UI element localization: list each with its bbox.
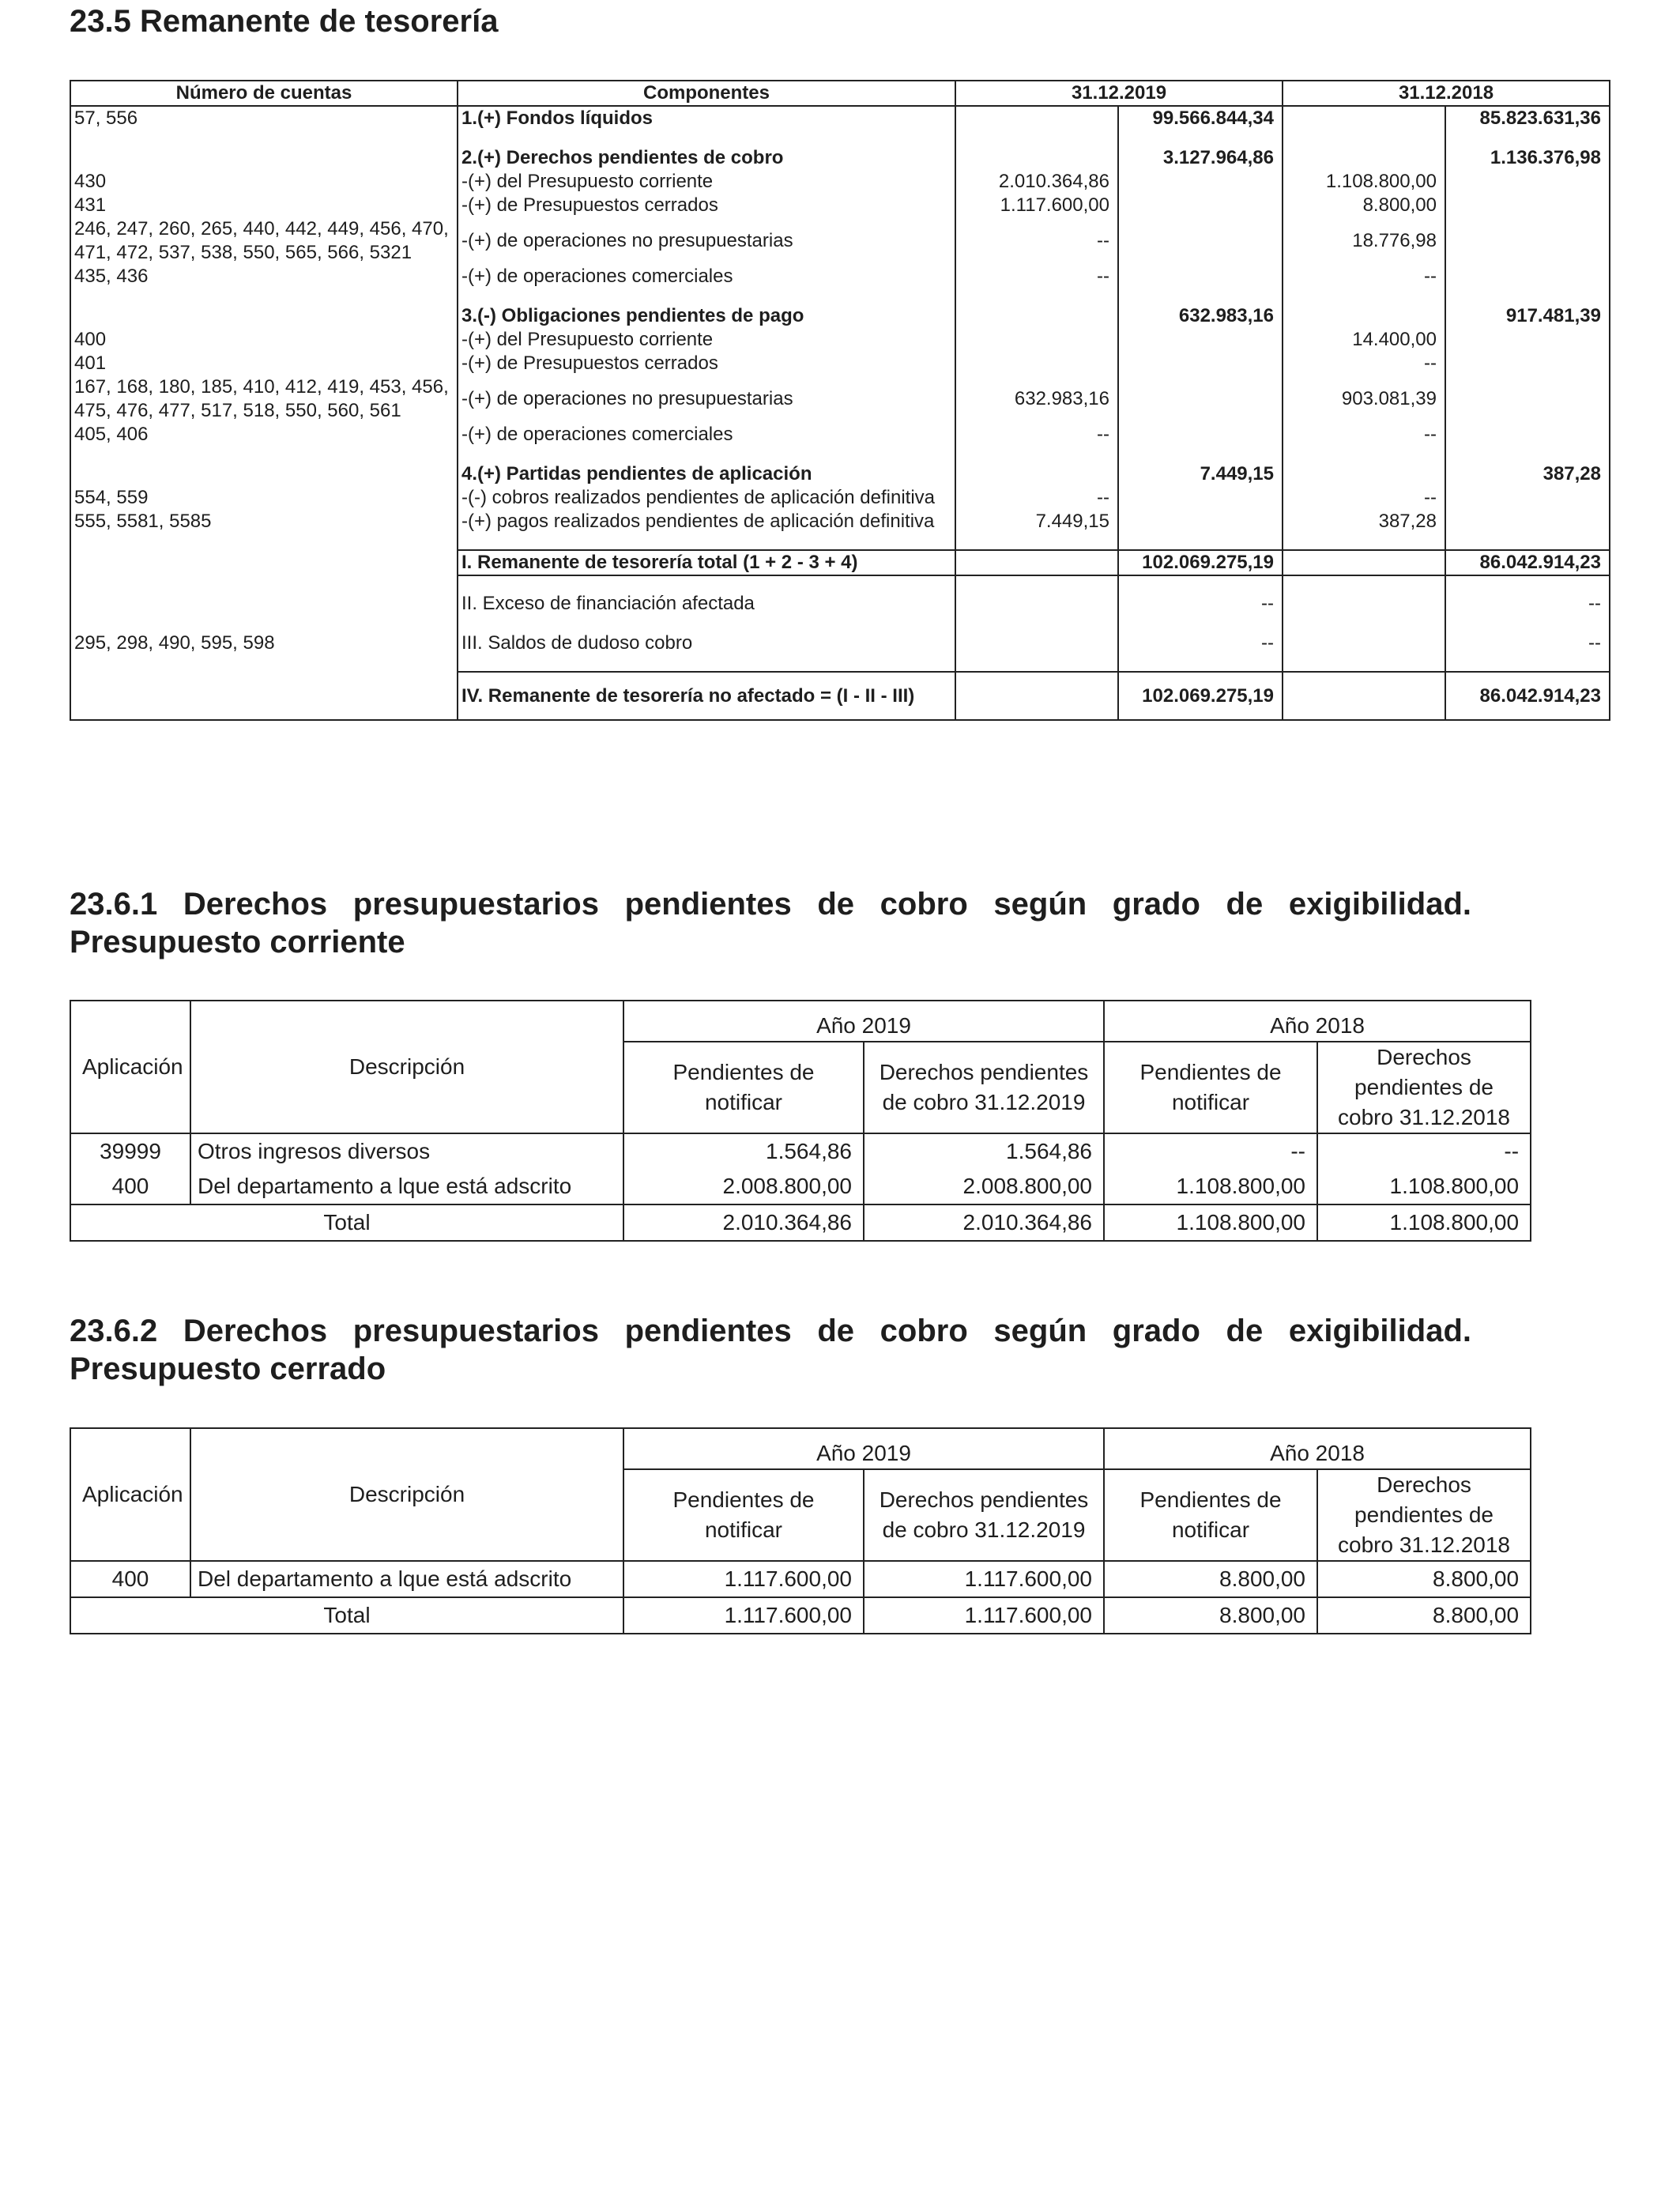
value-cell: 1.117.600,00 [864,1597,1104,1634]
componente-cell: 3.(-) Obligaciones pendientes de pago [458,304,955,328]
aplicacion-cell: 400 [70,1169,190,1204]
value-cell: 1.108.800,00 [1104,1204,1317,1241]
parcial-2019-cell: -- [955,423,1118,447]
col-header-anio-2019: Año 2019 [623,1428,1104,1469]
section-title-presupuesto-corriente: 23.6.1 Derechos presupuestarios pendientes de cobro según grado de exigibilidad. Presupuesto corriente [70,887,1471,959]
col-header-pendientes-2018: Pendientes de notificar [1104,1469,1317,1561]
col-header-cuentas: Número de cuentas [70,81,458,106]
table-row [70,106,1610,130]
value-cell: 1.117.600,00 [623,1597,864,1634]
table-row [70,423,1610,447]
col-header-derechos-2019: Derechos pendientes de cobro 31.12.2019 [864,1042,1104,1133]
table-row-total [70,1597,1531,1634]
value-cell: 1.117.600,00 [864,1561,1104,1597]
total-2018-cell: 86.042.914,23 [1445,672,1610,720]
descripcion-cell: Otros ingresos diversos [190,1133,623,1169]
componente-cell: -(+) del Presupuesto corriente [458,328,955,352]
descripcion-cell: Del departamento a lque está adscrito [190,1561,623,1597]
table-row [70,375,1610,423]
parcial-2018-cell: 1.108.800,00 [1283,170,1445,194]
parcial-2019-cell: -- [955,486,1118,510]
value-cell: 8.800,00 [1317,1597,1531,1634]
parcial-2018-cell: -- [1283,423,1445,447]
table-row [70,510,1610,533]
parcial-2018-cell: -- [1283,352,1445,375]
value-cell: 1.108.800,00 [1317,1204,1531,1241]
table-row [70,146,1610,170]
total-2018-cell: 387,28 [1445,462,1610,486]
col-header-anio-2019: Año 2019 [623,1001,1104,1042]
componente-cell: 2.(+) Derechos pendientes de cobro [458,146,955,170]
componente-cell: -(+) de operaciones no presupuestarias [458,375,955,423]
total-2019-cell: 99.566.844,34 [1118,106,1283,130]
table-row [70,1169,1531,1204]
total-2019-cell: 102.069.275,19 [1118,550,1283,575]
total-2018-cell: -- [1445,631,1610,655]
value-cell: 2.008.800,00 [864,1169,1104,1204]
table-header-row [70,81,1610,106]
componente-cell: -(+) de Presupuestos cerrados [458,194,955,217]
table-row-total [70,550,1610,575]
col-header-aplicacion: Aplicación [70,1428,190,1561]
col-header-descripcion: Descripción [190,1001,623,1133]
parcial-2018-cell: -- [1283,265,1445,288]
total-label: Total [70,1204,623,1241]
table-row [70,265,1610,288]
componente-cell: 4.(+) Partidas pendientes de aplicación [458,462,955,486]
cuentas-cell: 400 [70,328,458,352]
componente-cell: -(+) pagos realizados pendientes de aplicación definitiva [458,510,955,533]
componente-cell: -(+) de operaciones comerciales [458,265,955,288]
table-row [70,592,1610,616]
col-header-derechos-2018: Derechos pendientes de cobro 31.12.2018 [1317,1042,1531,1133]
table-row [70,486,1610,510]
componente-cell: III. Saldos de dudoso cobro [458,631,955,655]
parcial-2018-cell: 18.776,98 [1283,217,1445,265]
value-cell: 1.108.800,00 [1104,1169,1317,1204]
col-header-componentes: Componentes [458,81,955,106]
total-2019-cell: 3.127.964,86 [1118,146,1283,170]
value-cell: -- [1104,1133,1317,1169]
componente-cell: 1.(+) Fondos líquidos [458,106,955,130]
descripcion-cell: Del departamento a lque está adscrito [190,1169,623,1204]
col-header-anio-2018: Año 2018 [1104,1001,1531,1042]
derechos-corriente-table [70,1000,1531,1242]
cuentas-cell: 554, 559 [70,486,458,510]
table-header-row [70,1428,1531,1469]
parcial-2018-cell: 903.081,39 [1283,375,1445,423]
section-title-presupuesto-cerrado: 23.6.2 Derechos presupuestarios pendientes de cobro según grado de exigibilidad. Presupuesto cerrado [70,1314,1471,1386]
table-row [70,328,1610,352]
parcial-2019-cell: -- [955,265,1118,288]
table-header-row [70,1001,1531,1042]
total-2018-cell: 86.042.914,23 [1445,550,1610,575]
value-cell: 2.010.364,86 [864,1204,1104,1241]
col-header-descripcion: Descripción [190,1428,623,1561]
table-row [70,1133,1531,1169]
col-header-derechos-2019: Derechos pendientes de cobro 31.12.2019 [864,1469,1104,1561]
parcial-2019-cell: 632.983,16 [955,375,1118,423]
parcial-2019-cell: 7.449,15 [955,510,1118,533]
cuentas-cell: 405, 406 [70,423,458,447]
total-2018-cell: 917.481,39 [1445,304,1610,328]
componente-cell: IV. Remanente de tesorería no afectado = (I - II - III) [458,672,955,720]
parcial-2018-cell: 387,28 [1283,510,1445,533]
total-2018-cell: 85.823.631,36 [1445,106,1610,130]
total-2018-cell: 1.136.376,98 [1445,146,1610,170]
value-cell: 8.800,00 [1104,1597,1317,1634]
table-row [70,631,1610,655]
cuentas-cell: 246, 247, 260, 265, 440, 442, 449, 456, 470, 471, 472, 537, 538, 550, 565, 566, 5321 [70,217,458,265]
table-row [70,352,1610,375]
col-header-pendientes-2019: Pendientes de notificar [623,1469,864,1561]
total-2019-cell: -- [1118,592,1283,616]
cuentas-cell: 295, 298, 490, 595, 598 [70,631,458,655]
col-header-2019: 31.12.2019 [955,81,1283,106]
componente-cell: II. Exceso de financiación afectada [458,592,955,616]
value-cell: 1.564,86 [623,1133,864,1169]
parcial-2018-cell: 14.400,00 [1283,328,1445,352]
parcial-2019-cell: 2.010.364,86 [955,170,1118,194]
table-row [70,170,1610,194]
componente-cell: -(-) cobros realizados pendientes de aplicación definitiva [458,486,955,510]
value-cell: 8.800,00 [1317,1561,1531,1597]
table-row-total [70,1204,1531,1241]
total-2018-cell: -- [1445,592,1610,616]
col-header-aplicacion: Aplicación [70,1001,190,1133]
value-cell: 1.108.800,00 [1317,1169,1531,1204]
table-row [70,194,1610,217]
aplicacion-cell: 400 [70,1561,190,1597]
table-row [70,304,1610,328]
total-2019-cell: 102.069.275,19 [1118,672,1283,720]
table-row [70,217,1610,265]
cuentas-cell: 401 [70,352,458,375]
remanente-tesoreria-table [70,80,1610,721]
value-cell: 2.008.800,00 [623,1169,864,1204]
parcial-2018-cell: -- [1283,486,1445,510]
value-cell: 1.117.600,00 [623,1561,864,1597]
cuentas-cell: 430 [70,170,458,194]
value-cell: 2.010.364,86 [623,1204,864,1241]
derechos-cerrado-table [70,1427,1531,1634]
cuentas-cell: 431 [70,194,458,217]
section-title-remanente: 23.5 Remanente de tesorería [70,4,499,39]
total-label: Total [70,1597,623,1634]
componente-cell: -(+) de Presupuestos cerrados [458,352,955,375]
col-header-pendientes-2019: Pendientes de notificar [623,1042,864,1133]
parcial-2019-cell: 1.117.600,00 [955,194,1118,217]
table-row [70,462,1610,486]
componente-cell: -(+) de operaciones no presupuestarias [458,217,955,265]
col-header-pendientes-2018: Pendientes de notificar [1104,1042,1317,1133]
value-cell: -- [1317,1133,1531,1169]
total-2019-cell: -- [1118,631,1283,655]
table-row [70,1561,1531,1597]
total-2019-cell: 7.449,15 [1118,462,1283,486]
aplicacion-cell: 39999 [70,1133,190,1169]
parcial-2019-cell: -- [955,217,1118,265]
col-header-derechos-2018: Derechos pendientes de cobro 31.12.2018 [1317,1469,1531,1561]
col-header-anio-2018: Año 2018 [1104,1428,1531,1469]
value-cell: 8.800,00 [1104,1561,1317,1597]
componente-cell: -(+) de operaciones comerciales [458,423,955,447]
parcial-2018-cell: 8.800,00 [1283,194,1445,217]
cuentas-cell: 435, 436 [70,265,458,288]
cuentas-cell: 555, 5581, 5585 [70,510,458,533]
componente-cell: -(+) del Presupuesto corriente [458,170,955,194]
total-2019-cell: 632.983,16 [1118,304,1283,328]
cuentas-cell: 167, 168, 180, 185, 410, 412, 419, 453, 456, 475, 476, 477, 517, 518, 550, 560, 561 [70,375,458,423]
componente-cell: I. Remanente de tesorería total (1 + 2 - 3 + 4) [458,550,955,575]
value-cell: 1.564,86 [864,1133,1104,1169]
col-header-2018: 31.12.2018 [1283,81,1610,106]
cuentas-cell: 57, 556 [70,106,458,130]
table-row-final [70,672,1610,720]
